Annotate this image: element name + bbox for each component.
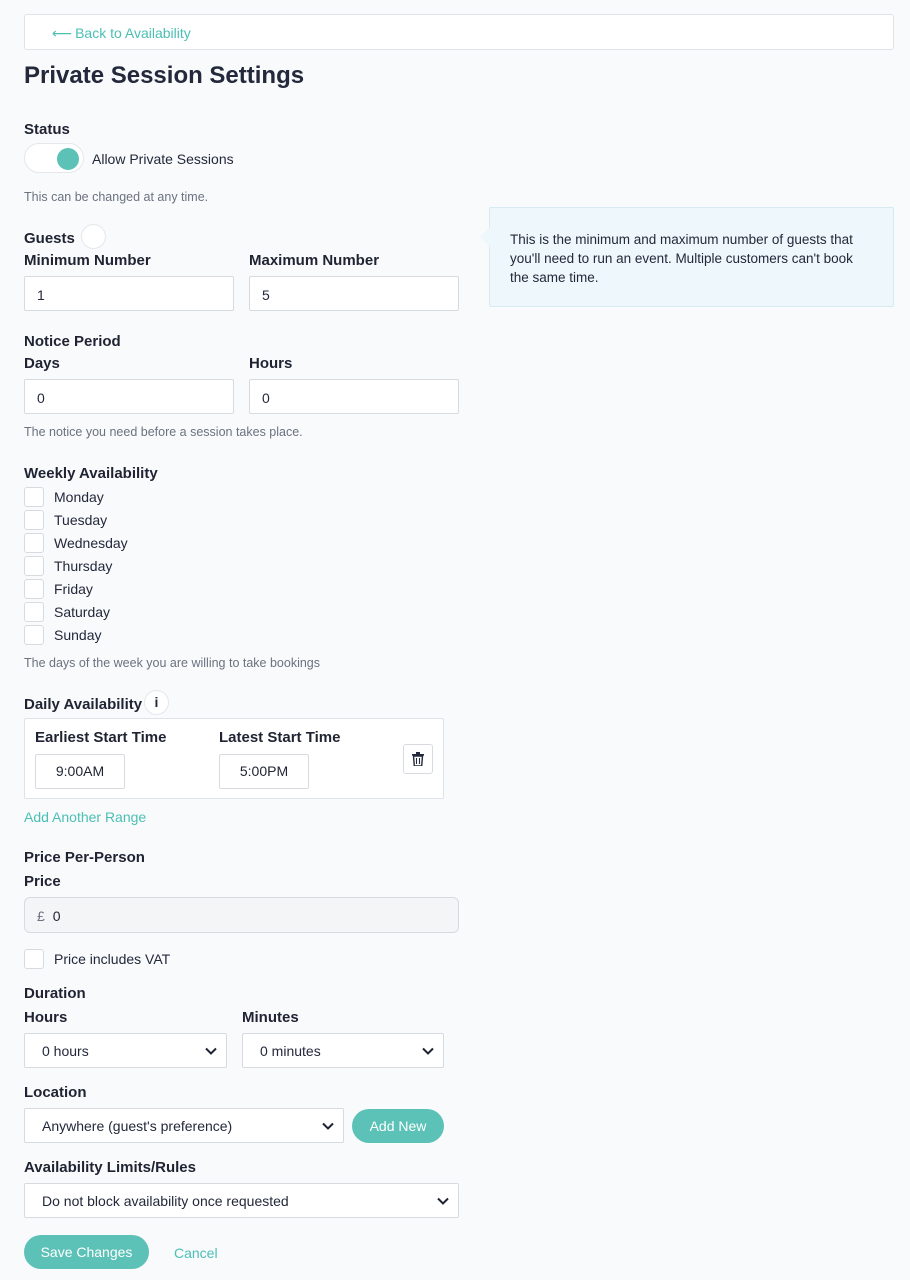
earliest-start-input[interactable]: 9:00AM [35,754,125,789]
thursday-checkbox[interactable] [24,556,44,576]
info-icon[interactable]: i [144,690,169,715]
back-to-availability-link[interactable] [52,25,191,42]
guests-label: Guests [24,230,75,247]
day-row-friday[interactable] [24,579,93,599]
cancel-link[interactable]: Cancel [174,1245,218,1261]
sunday-label: Sunday [54,627,102,643]
day-row-thursday[interactable] [24,556,112,576]
toggle-label: Allow Private Sessions [92,151,234,167]
sunday-checkbox[interactable] [24,625,44,645]
monday-label: Monday [54,489,104,505]
duration-label: Duration [24,985,86,1002]
latest-start-input[interactable]: 5:00PM [219,754,309,789]
chevron-down-icon [436,1194,450,1208]
vat-label: Price includes VAT [54,951,171,967]
minimum-number-label: Minimum Number [24,252,151,269]
duration-minutes-label: Minutes [242,1009,299,1026]
guests-tooltip-text: This is the minimum and maximum number of guests that you'll need to run an event. Multiple customers can't book the same time. [510,232,853,285]
delete-range-button[interactable] [403,744,433,774]
trash-icon [412,752,424,766]
saturday-checkbox[interactable] [24,602,44,622]
day-row-saturday[interactable] [24,602,110,622]
latest-start-label: Latest Start Time [219,729,341,746]
price-value: 0 [52,908,61,924]
price-includes-vat-checkbox[interactable] [24,949,44,969]
tuesday-checkbox[interactable] [24,510,44,530]
availability-limits-label: Availability Limits/Rules [24,1159,196,1176]
daily-availability-label: Daily Availability [24,696,143,713]
wednesday-label: Wednesday [54,535,128,551]
back-link-label: Back to Availability [75,25,191,41]
back-bar [24,14,894,50]
friday-label: Friday [54,581,93,597]
notice-period-label: Notice Period [24,333,121,350]
location-value: Anywhere (guest's preference) [42,1118,233,1134]
day-row-wednesday[interactable] [24,533,128,553]
notice-days-label: Days [24,355,60,372]
monday-checkbox[interactable] [24,487,44,507]
save-changes-button[interactable]: Save Changes [24,1235,149,1269]
notice-hours-label: Hours [249,355,293,372]
notice-days-input[interactable]: 0 [24,379,234,414]
notice-help-text: The notice you need before a session takes place. [24,425,303,439]
saturday-label: Saturday [54,604,111,620]
add-new-location-button[interactable]: Add New [352,1109,444,1143]
chevron-down-icon [421,1044,435,1058]
duration-minutes-select[interactable] [242,1033,444,1068]
notice-hours-input[interactable]: 0 [249,379,459,414]
chevron-down-icon [204,1044,218,1058]
weekly-help-text: The days of the week you are willing to take bookings [24,656,321,670]
duration-hours-label: Hours [24,1009,68,1026]
duration-hours-select[interactable] [24,1033,227,1068]
price-per-person-label: Price Per-Person [24,849,145,866]
availability-limits-value: Do not block availability once requested [42,1193,289,1209]
wednesday-checkbox[interactable] [24,533,44,553]
maximum-guests-input[interactable]: 5 [249,276,459,311]
friday-checkbox[interactable] [24,579,44,599]
price-label: Price [24,873,61,890]
status-help-text: This can be changed at any time. [24,190,209,204]
thursday-label: Thursday [54,558,113,574]
weekly-availability-label: Weekly Availability [24,465,158,482]
guests-help-toggle[interactable] [81,224,106,249]
maximum-number-label: Maximum Number [249,252,380,269]
add-another-range-link[interactable]: Add Another Range [24,809,147,825]
currency-symbol: £ [37,908,45,924]
earliest-start-label: Earliest Start Time [35,729,167,746]
location-select[interactable] [24,1108,344,1143]
location-label: Location [24,1084,87,1101]
allow-private-sessions-toggle[interactable] [24,143,84,173]
duration-hours-value: 0 hours [42,1043,89,1059]
minimum-guests-input[interactable]: 1 [24,276,234,311]
guests-tooltip [489,207,894,307]
status-label: Status [24,121,70,138]
price-input[interactable] [24,897,459,933]
availability-limits-select[interactable] [24,1183,459,1218]
day-row-tuesday[interactable] [24,510,107,530]
day-row-sunday[interactable] [24,625,101,645]
tuesday-label: Tuesday [54,512,108,528]
chevron-down-icon [321,1119,335,1133]
day-row-monday[interactable] [24,487,104,507]
duration-minutes-value: 0 minutes [260,1043,321,1059]
arrow-left-icon: ⟵ [52,25,73,41]
page-title: Private Session Settings [24,62,305,89]
vat-row[interactable] [24,949,170,969]
toggle-knob [57,148,79,170]
